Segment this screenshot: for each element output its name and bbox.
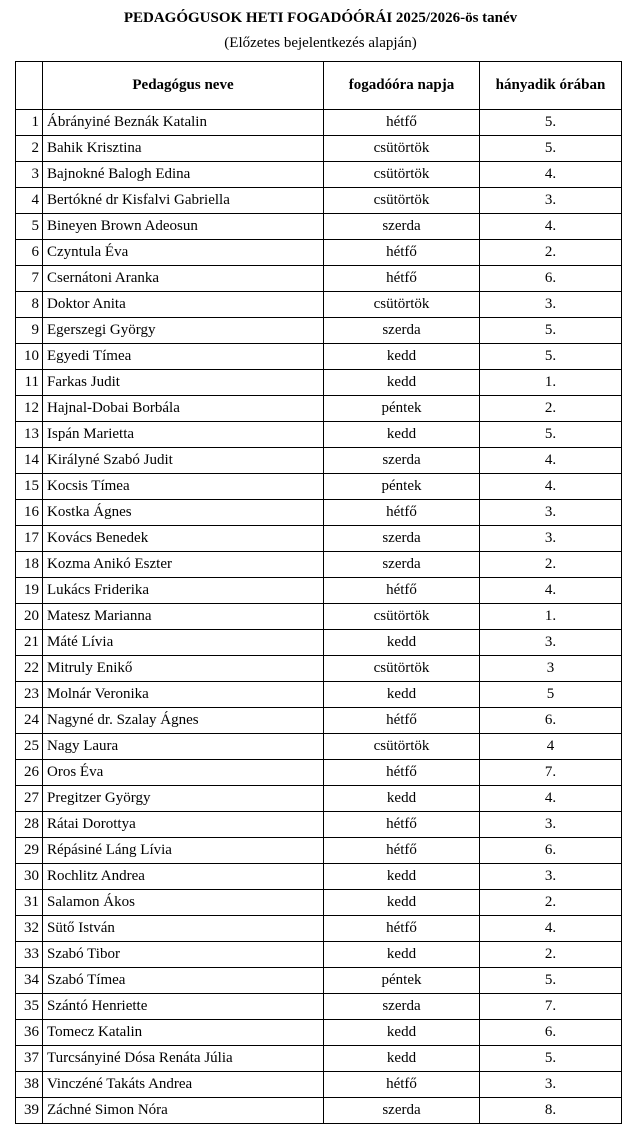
lesson-period: 2. — [480, 942, 622, 968]
table-row — [16, 994, 622, 1020]
lesson-period: 6. — [480, 266, 622, 292]
row-number: 18 — [16, 552, 43, 578]
table-row — [16, 682, 622, 708]
header-number — [16, 62, 43, 110]
row-number: 37 — [16, 1046, 43, 1072]
office-day: szerda — [324, 318, 480, 344]
row-number: 15 — [16, 474, 43, 500]
table-row — [16, 344, 622, 370]
lesson-period: 2. — [480, 552, 622, 578]
teacher-name: Ispán Marietta — [43, 422, 324, 448]
row-number: 11 — [16, 370, 43, 396]
office-day: kedd — [324, 1020, 480, 1046]
teacher-name: Hajnal-Dobai Borbála — [43, 396, 324, 422]
row-number: 30 — [16, 864, 43, 890]
row-number: 7 — [16, 266, 43, 292]
table-body — [16, 110, 622, 1124]
lesson-period: 4. — [480, 578, 622, 604]
lesson-period: 5 — [480, 682, 622, 708]
teacher-name: Lukács Friderika — [43, 578, 324, 604]
office-day: csütörtök — [324, 188, 480, 214]
lesson-period: 7. — [480, 994, 622, 1020]
lesson-period: 1. — [480, 370, 622, 396]
office-day: kedd — [324, 344, 480, 370]
table-row — [16, 890, 622, 916]
row-number: 23 — [16, 682, 43, 708]
teacher-name: Kozma Anikó Eszter — [43, 552, 324, 578]
lesson-period: 5. — [480, 136, 622, 162]
office-day: szerda — [324, 448, 480, 474]
teacher-name: Farkas Judit — [43, 370, 324, 396]
lesson-period: 5. — [480, 318, 622, 344]
table-row — [16, 916, 622, 942]
lesson-period: 4. — [480, 162, 622, 188]
row-number: 8 — [16, 292, 43, 318]
table-row — [16, 422, 622, 448]
row-number: 38 — [16, 1072, 43, 1098]
row-number: 20 — [16, 604, 43, 630]
office-day: hétfő — [324, 1072, 480, 1098]
table-row — [16, 1020, 622, 1046]
lesson-period: 4 — [480, 734, 622, 760]
office-day: kedd — [324, 942, 480, 968]
row-number: 34 — [16, 968, 43, 994]
lesson-period: 6. — [480, 1020, 622, 1046]
office-day: kedd — [324, 630, 480, 656]
table-row — [16, 136, 622, 162]
office-day: csütörtök — [324, 162, 480, 188]
table-row — [16, 500, 622, 526]
lesson-period: 3. — [480, 292, 622, 318]
office-day: szerda — [324, 526, 480, 552]
table-row — [16, 448, 622, 474]
row-number: 12 — [16, 396, 43, 422]
office-hours-table — [15, 61, 622, 1124]
row-number: 9 — [16, 318, 43, 344]
teacher-name: Bertókné dr Kisfalvi Gabriella — [43, 188, 324, 214]
lesson-period: 4. — [480, 474, 622, 500]
table-row — [16, 110, 622, 136]
office-day: hétfő — [324, 812, 480, 838]
office-day: szerda — [324, 994, 480, 1020]
table-row — [16, 656, 622, 682]
lesson-period: 5. — [480, 110, 622, 136]
row-number: 3 — [16, 162, 43, 188]
office-day: kedd — [324, 682, 480, 708]
office-day: hétfő — [324, 266, 480, 292]
table-row — [16, 1046, 622, 1072]
table-row — [16, 708, 622, 734]
row-number: 29 — [16, 838, 43, 864]
table-row — [16, 266, 622, 292]
table-header-row — [16, 62, 622, 110]
row-number: 16 — [16, 500, 43, 526]
teacher-name: Máté Lívia — [43, 630, 324, 656]
row-number: 6 — [16, 240, 43, 266]
lesson-period: 3 — [480, 656, 622, 682]
table-row — [16, 526, 622, 552]
teacher-name: Bineyen Brown Adeosun — [43, 214, 324, 240]
table-row — [16, 838, 622, 864]
row-number: 1 — [16, 110, 43, 136]
lesson-period: 3. — [480, 812, 622, 838]
row-number: 21 — [16, 630, 43, 656]
office-day: kedd — [324, 890, 480, 916]
row-number: 35 — [16, 994, 43, 1020]
lesson-period: 8. — [480, 1098, 622, 1124]
table-row — [16, 604, 622, 630]
header-office-day: fogadóóra napja — [324, 62, 480, 110]
row-number: 10 — [16, 344, 43, 370]
row-number: 22 — [16, 656, 43, 682]
lesson-period: 4. — [480, 448, 622, 474]
teacher-name: Sütő István — [43, 916, 324, 942]
teacher-name: Egyedi Tímea — [43, 344, 324, 370]
teacher-name: Kocsis Tímea — [43, 474, 324, 500]
row-number: 25 — [16, 734, 43, 760]
row-number: 2 — [16, 136, 43, 162]
row-number: 33 — [16, 942, 43, 968]
lesson-period: 6. — [480, 838, 622, 864]
teacher-name: Szántó Henriette — [43, 994, 324, 1020]
teacher-name: Kostka Ágnes — [43, 500, 324, 526]
table-row — [16, 1098, 622, 1124]
office-day: kedd — [324, 864, 480, 890]
office-day: csütörtök — [324, 136, 480, 162]
table-row — [16, 578, 622, 604]
lesson-period: 3. — [480, 526, 622, 552]
row-number: 26 — [16, 760, 43, 786]
teacher-name: Matesz Marianna — [43, 604, 324, 630]
table-row — [16, 1072, 622, 1098]
teacher-name: Csernátoni Aranka — [43, 266, 324, 292]
teacher-name: Molnár Veronika — [43, 682, 324, 708]
office-day: hétfő — [324, 838, 480, 864]
table-row — [16, 214, 622, 240]
table-row — [16, 396, 622, 422]
row-number: 13 — [16, 422, 43, 448]
table-row — [16, 162, 622, 188]
lesson-period: 4. — [480, 786, 622, 812]
office-day: hétfő — [324, 110, 480, 136]
table-row — [16, 188, 622, 214]
teacher-name: Királyné Szabó Judit — [43, 448, 324, 474]
office-day: szerda — [324, 552, 480, 578]
lesson-period: 5. — [480, 1046, 622, 1072]
office-day: hétfő — [324, 240, 480, 266]
lesson-period: 5. — [480, 344, 622, 370]
office-day: kedd — [324, 370, 480, 396]
row-number: 5 — [16, 214, 43, 240]
office-day: csütörtök — [324, 734, 480, 760]
table-row — [16, 812, 622, 838]
lesson-period: 4. — [480, 214, 622, 240]
table-row — [16, 370, 622, 396]
header-lesson-period: hányadik órában — [480, 62, 622, 110]
teacher-name: Záchné Simon Nóra — [43, 1098, 324, 1124]
teacher-name: Doktor Anita — [43, 292, 324, 318]
table-row — [16, 292, 622, 318]
lesson-period: 5. — [480, 968, 622, 994]
document-title: PEDAGÓGUSOK HETI FOGADÓÓRÁI 2025/2026-ös tanév — [123, 10, 518, 26]
row-number: 28 — [16, 812, 43, 838]
teacher-name: Ábrányiné Beznák Katalin — [43, 110, 324, 136]
table-row — [16, 474, 622, 500]
row-number: 31 — [16, 890, 43, 916]
office-day: hétfő — [324, 578, 480, 604]
teacher-name: Turcsányiné Dósa Renáta Júlia — [43, 1046, 324, 1072]
row-number: 36 — [16, 1020, 43, 1046]
table-row — [16, 760, 622, 786]
lesson-period: 2. — [480, 890, 622, 916]
office-day: csütörtök — [324, 292, 480, 318]
office-day: csütörtök — [324, 656, 480, 682]
teacher-name: Nagyné dr. Szalay Ágnes — [43, 708, 324, 734]
office-day: kedd — [324, 786, 480, 812]
header-teacher-name: Pedagógus neve — [43, 62, 324, 110]
lesson-period: 7. — [480, 760, 622, 786]
office-day: szerda — [324, 214, 480, 240]
lesson-period: 6. — [480, 708, 622, 734]
table-row — [16, 552, 622, 578]
row-number: 27 — [16, 786, 43, 812]
row-number: 4 — [16, 188, 43, 214]
teacher-name: Bahik Krisztina — [43, 136, 324, 162]
document-subtitle: (Előzetes bejelentkezés alapján) — [224, 35, 417, 51]
teacher-name: Nagy Laura — [43, 734, 324, 760]
office-day: péntek — [324, 396, 480, 422]
teacher-name: Rátai Dorottya — [43, 812, 324, 838]
table-row — [16, 734, 622, 760]
row-number: 17 — [16, 526, 43, 552]
table-row — [16, 630, 622, 656]
teacher-name: Rochlitz Andrea — [43, 864, 324, 890]
row-number: 24 — [16, 708, 43, 734]
office-day: csütörtök — [324, 604, 480, 630]
teacher-name: Oros Éva — [43, 760, 324, 786]
office-day: hétfő — [324, 760, 480, 786]
teacher-name: Salamon Ákos — [43, 890, 324, 916]
lesson-period: 5. — [480, 422, 622, 448]
teacher-name: Vinczéné Takáts Andrea — [43, 1072, 324, 1098]
teacher-name: Kovács Benedek — [43, 526, 324, 552]
lesson-period: 3. — [480, 188, 622, 214]
teacher-name: Mitruly Enikő — [43, 656, 324, 682]
table-row — [16, 968, 622, 994]
lesson-period: 4. — [480, 916, 622, 942]
row-number: 19 — [16, 578, 43, 604]
office-day: hétfő — [324, 916, 480, 942]
office-day: hétfő — [324, 708, 480, 734]
teacher-name: Tomecz Katalin — [43, 1020, 324, 1046]
lesson-period: 3. — [480, 630, 622, 656]
office-day: szerda — [324, 1098, 480, 1124]
lesson-period: 3. — [480, 500, 622, 526]
table-row — [16, 318, 622, 344]
row-number: 32 — [16, 916, 43, 942]
teacher-name: Pregitzer György — [43, 786, 324, 812]
table-row — [16, 786, 622, 812]
teacher-name: Répásiné Láng Lívia — [43, 838, 324, 864]
office-day: kedd — [324, 422, 480, 448]
office-day: kedd — [324, 1046, 480, 1072]
office-day: péntek — [324, 968, 480, 994]
row-number: 14 — [16, 448, 43, 474]
teacher-name: Egerszegi György — [43, 318, 324, 344]
teacher-name: Szabó Tibor — [43, 942, 324, 968]
teacher-name: Czyntula Éva — [43, 240, 324, 266]
lesson-period: 1. — [480, 604, 622, 630]
lesson-period: 3. — [480, 864, 622, 890]
lesson-period: 3. — [480, 1072, 622, 1098]
table-row — [16, 942, 622, 968]
teacher-name: Szabó Tímea — [43, 968, 324, 994]
office-day: hétfő — [324, 500, 480, 526]
lesson-period: 2. — [480, 396, 622, 422]
office-day: péntek — [324, 474, 480, 500]
table-row — [16, 864, 622, 890]
teacher-name: Bajnokné Balogh Edina — [43, 162, 324, 188]
lesson-period: 2. — [480, 240, 622, 266]
table-row — [16, 240, 622, 266]
row-number: 39 — [16, 1098, 43, 1124]
